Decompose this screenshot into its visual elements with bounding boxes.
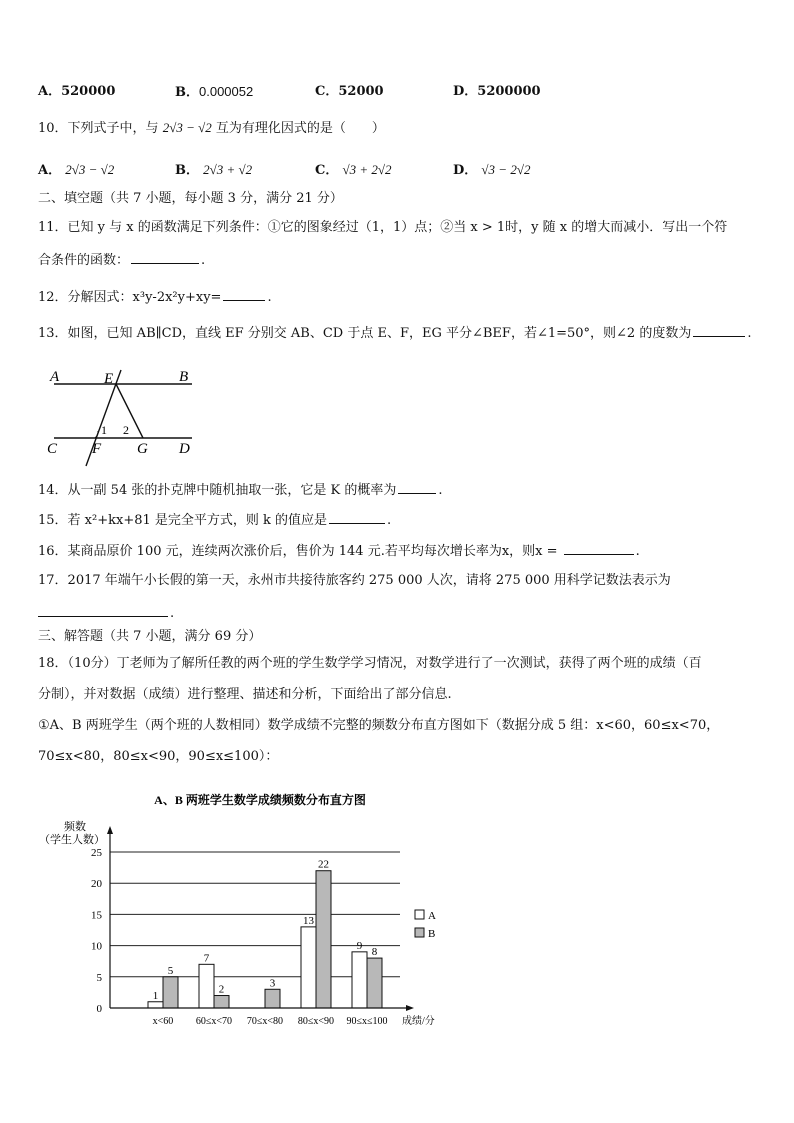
data-label: 13 bbox=[303, 914, 314, 927]
label-f: F bbox=[92, 441, 102, 457]
q13-answer-blank[interactable] bbox=[693, 322, 745, 337]
line-eg bbox=[116, 384, 143, 438]
x-axis-arrow bbox=[406, 1005, 414, 1011]
bar-B bbox=[316, 871, 331, 1008]
q15-answer-blank[interactable] bbox=[329, 509, 385, 524]
q16: 16．某商品原价 100 元，连续两次涨价后，售价为 144 元.若平均每次增长率为x，则x = . bbox=[38, 540, 640, 561]
y-tick-label: 25 bbox=[91, 847, 102, 859]
q17-line1: 17．2017 年端午小长假的第一天，永州市共接待旅客约 275 000 人次，请将 275 000 用科学记数法表示为 bbox=[38, 573, 671, 588]
q9-option-b: B．0.000052 bbox=[175, 84, 254, 100]
y-tick-label: 20 bbox=[91, 878, 102, 891]
q10-option-b: B． 2√3 + √2 bbox=[175, 162, 253, 178]
chart-title: A、B 两班学生数学成绩频数分布直方图 bbox=[154, 793, 366, 807]
category-label: 90≤x≤100 bbox=[346, 1016, 388, 1027]
category-label: x<60 bbox=[152, 1016, 174, 1027]
bar-B bbox=[214, 996, 229, 1008]
section-solve-title: 三、解答题（共 7 小题，满分 69 分） bbox=[38, 629, 262, 644]
data-label: 2 bbox=[218, 983, 225, 996]
q10-option-d: D． √3 − 2√2 bbox=[453, 162, 531, 178]
q12: 12．分解因式：x³y-2x²y+xy= . bbox=[38, 286, 272, 307]
q11-line1: 11．已知 y 与 x 的函数满足下列条件：①它的图象经过（1，1）点；②当 x > 1时，y 随 x 的增大而减小．写出一个符 bbox=[38, 220, 728, 235]
y-tick-label: 5 bbox=[96, 971, 102, 984]
q14-answer-blank[interactable] bbox=[398, 479, 436, 494]
section-fill-in-title: 二、填空题（共 7 小题，每小题 3 分，满分 21 分） bbox=[38, 191, 343, 206]
q11-answer-blank[interactable] bbox=[131, 249, 199, 264]
label-d: D bbox=[179, 441, 190, 457]
q10-stem: 10．下列式子中，与 2√3 − √2 互为有理化因式的是（ ） bbox=[38, 120, 385, 136]
q9-option-d: D．5200000 bbox=[453, 84, 541, 99]
q16-answer-blank[interactable] bbox=[564, 540, 634, 555]
legend-label-B: B bbox=[428, 928, 436, 940]
chart-ylabel-line2: （学生人数） bbox=[39, 834, 105, 846]
label-angle-2: 2 bbox=[123, 423, 129, 437]
q13-figure bbox=[40, 360, 210, 470]
q18-line4: 70≤x<80，80≤x<90，90≤x≤100）： bbox=[38, 749, 279, 764]
bar-A bbox=[199, 964, 214, 1008]
bar-A bbox=[148, 1002, 163, 1008]
q10-option-c: C． √3 + 2√2 bbox=[315, 162, 392, 178]
bar-A bbox=[301, 927, 316, 1008]
bar-A bbox=[352, 952, 367, 1008]
q10-expression: 2√3 − √2 bbox=[162, 120, 212, 135]
q17-answer-blank[interactable] bbox=[38, 602, 168, 617]
label-g: G bbox=[137, 441, 148, 457]
q10-option-a: A． 2√3 − √2 bbox=[38, 162, 115, 178]
bar-B bbox=[265, 989, 280, 1008]
y-tick-label: 0 bbox=[96, 1003, 102, 1015]
data-label: 22 bbox=[318, 858, 329, 871]
legend-label-A: A bbox=[428, 910, 436, 922]
q13: 13．如图，已知 AB∥CD，直线 EF 分别交 AB、CD 于点 E、F，EG 平分∠BEF，若∠1=50°，则∠2 的度数为 . bbox=[38, 322, 751, 343]
q9-option-c: C．52000 bbox=[315, 84, 384, 99]
category-label: 60≤x<70 bbox=[195, 1016, 233, 1027]
label-c: C bbox=[47, 441, 58, 457]
data-label: 9 bbox=[356, 939, 363, 952]
data-label: 1 bbox=[152, 989, 159, 1002]
x-axis-label: 成绩/分 bbox=[402, 1016, 435, 1027]
data-label: 5 bbox=[167, 964, 174, 977]
q15: 15．若 x²+kx+81 是完全平方式，则 k 的值应是 . bbox=[38, 509, 391, 530]
q11-line2: 合条件的函数： . bbox=[38, 249, 205, 270]
angle-1-arc bbox=[95, 431, 98, 438]
q18-line1: 18．（10分）丁老师为了解所任教的两个班的学生数学学习情况，对数学进行了一次测试，获得了两个班的成绩（百 bbox=[38, 656, 702, 671]
legend-swatch-B bbox=[415, 928, 424, 937]
y-tick-label: 10 bbox=[91, 940, 102, 953]
category-label: 80≤x<90 bbox=[297, 1016, 335, 1027]
y-tick-label: 15 bbox=[91, 909, 102, 922]
label-e: E bbox=[104, 371, 114, 387]
legend-swatch-A bbox=[415, 910, 424, 919]
q9-option-a: A．520000 bbox=[38, 84, 116, 99]
y-axis-arrow bbox=[107, 826, 113, 834]
label-b: B bbox=[179, 369, 189, 385]
category-label: 70≤x<80 bbox=[246, 1016, 284, 1027]
data-label: 3 bbox=[269, 977, 276, 990]
q18-line2: 分制），并对数据（成绩）进行整理、描述和分析，下面给出了部分信息. bbox=[38, 687, 452, 702]
q18-line3: ①A、B 两班学生（两个班的人数相同）数学成绩不完整的频数分布直方图如下（数据分成 5 组：x<60，60≤x<70， bbox=[38, 718, 720, 733]
chart-ylabel-line1: 频数 bbox=[64, 821, 86, 833]
histogram-chart bbox=[30, 786, 460, 1036]
q12-answer-blank[interactable] bbox=[223, 286, 265, 301]
q17-line2: . bbox=[38, 602, 174, 623]
data-label: 7 bbox=[203, 952, 210, 965]
bar-B bbox=[163, 977, 178, 1008]
data-label: 8 bbox=[371, 946, 378, 959]
q14: 14．从一副 54 张的扑克牌中随机抽取一张，它是 K 的概率为 . bbox=[38, 479, 442, 500]
bar-B bbox=[367, 958, 382, 1008]
label-angle-1: 1 bbox=[101, 423, 107, 437]
label-a: A bbox=[50, 369, 60, 385]
